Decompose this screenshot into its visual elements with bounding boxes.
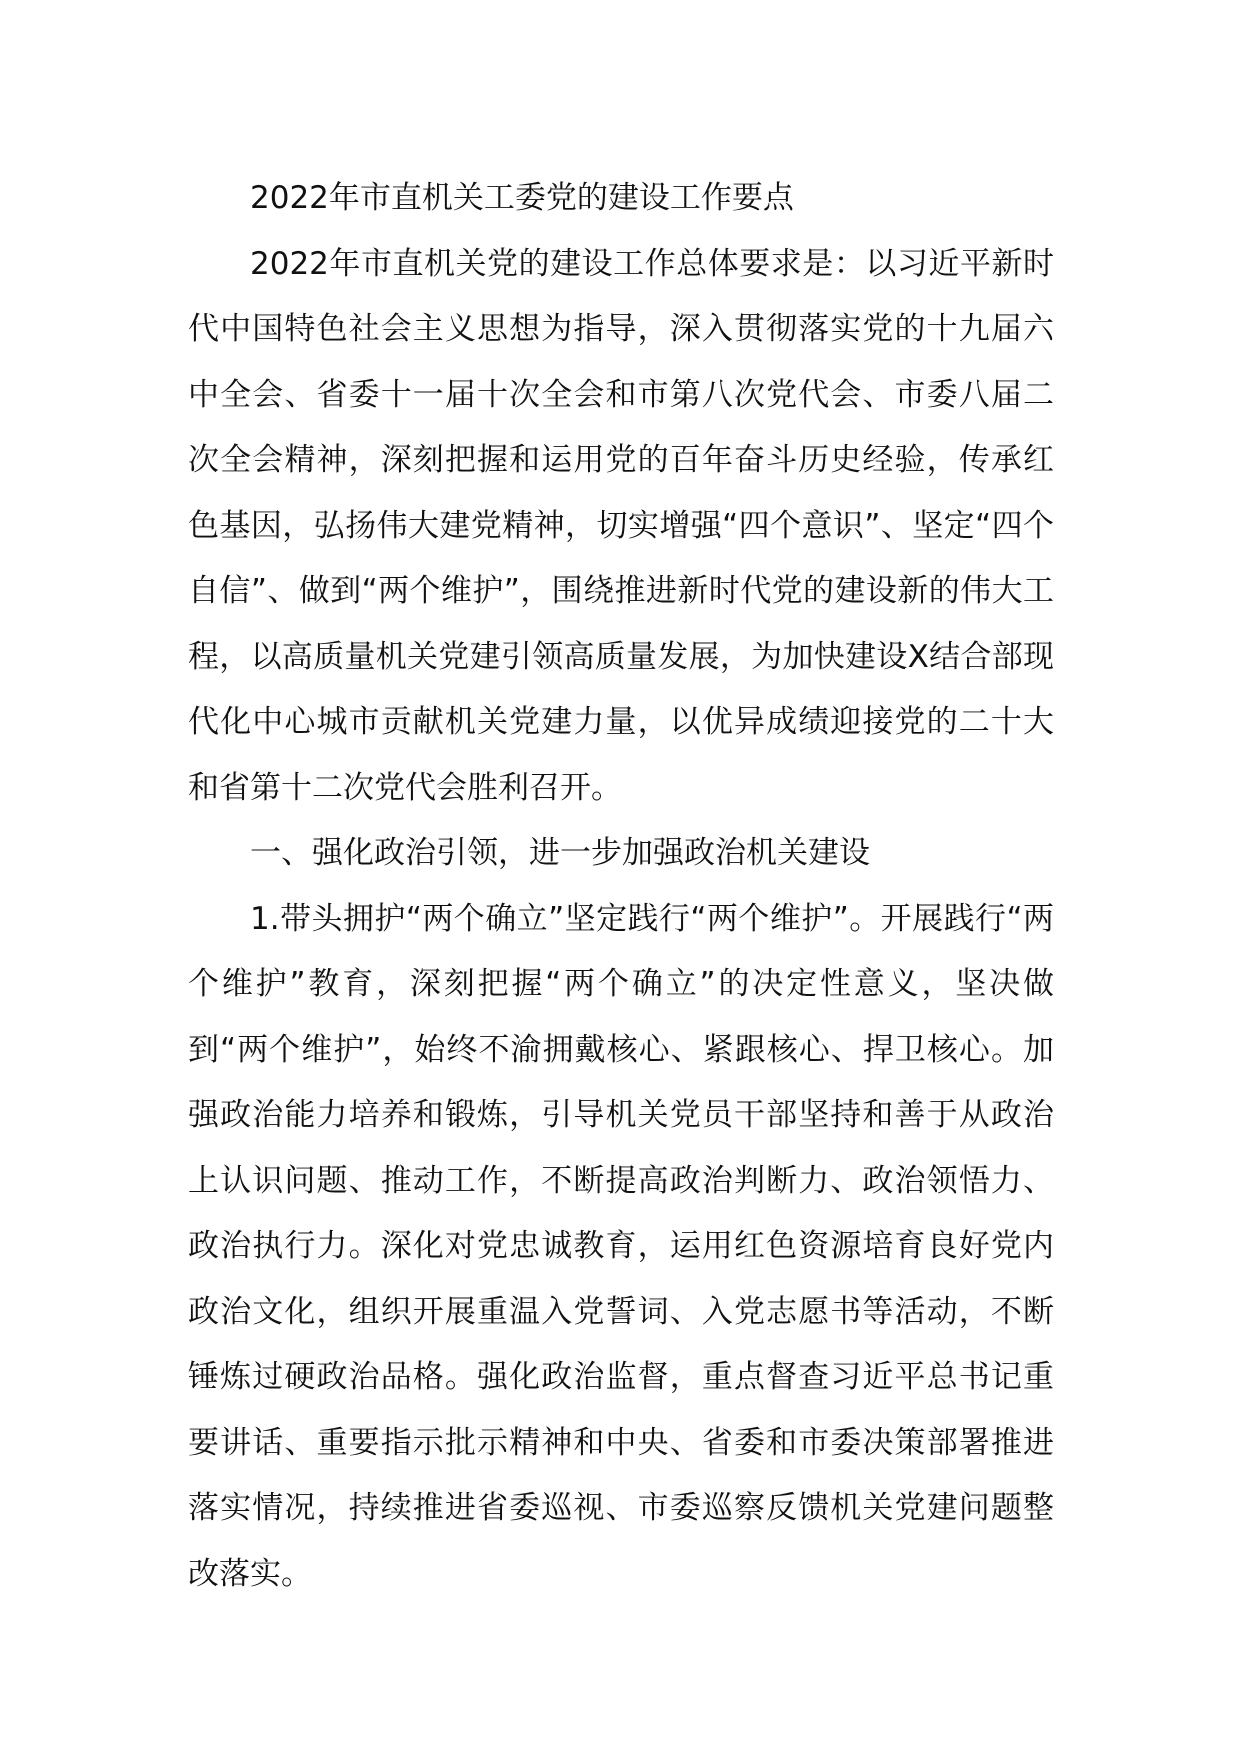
document-page (188, 166, 1054, 1607)
section-heading-political-guidance: 一、强化政治引领，进一步加强政治机关建设 (250, 835, 870, 871)
paragraph-overall-requirements: 2022年市直机关党的建设工作总体要求是：以习近平新时代中国特色社会主义思想为指导，深入贯彻落实党的十九届六中全会、省委十一届十次全会和市第八次党代会、市委八届二次全会精神，深刻把握和运用党的百年奋斗历史经验，传承红色基因，弘扬伟大建党精神，切实增强“四个意识”、坚定“四个自信”、做到“两个维护”，围绕推进新时代党的建设新的伟大工程，以高质量机关党建引领高质量发展，为加快建设X结合部现代化中心城市贡献机关党建力量，以优异成绩迎接党的二十大和省第十二次党代会胜利召开。 (188, 245, 1054, 806)
document-title: 2022年市直机关工委党的建设工作要点 (250, 180, 794, 216)
paragraph-item-1: 1.带头拥护“两个确立”坚定践行“两个维护”。开展践行“两个维护”教育，深刻把握“两个确立”的决定性意义，坚决做到“两个维护”，始终不渝拥戴核心、紧跟核心、捍卫核心。加强政治能力培养和锻炼，引导机关党员干部坚持和善于从政治上认识问题、推动工作，不断提高政治判断力、政治领悟力、政治执行力。深化对党忠诚教育，运用红色资源培育良好党内政治文化，组织开展重温入党誓词、入党志愿书等活动，不断锤炼过硬政治品格。强化政治监督，重点督查习近平总书记重要讲话、重要指示批示精神和中央、省委和市委决策部署推进落实情况，持续推进省委巡视、市委巡察反馈机关党建问题整改落实。 (188, 900, 1054, 1592)
